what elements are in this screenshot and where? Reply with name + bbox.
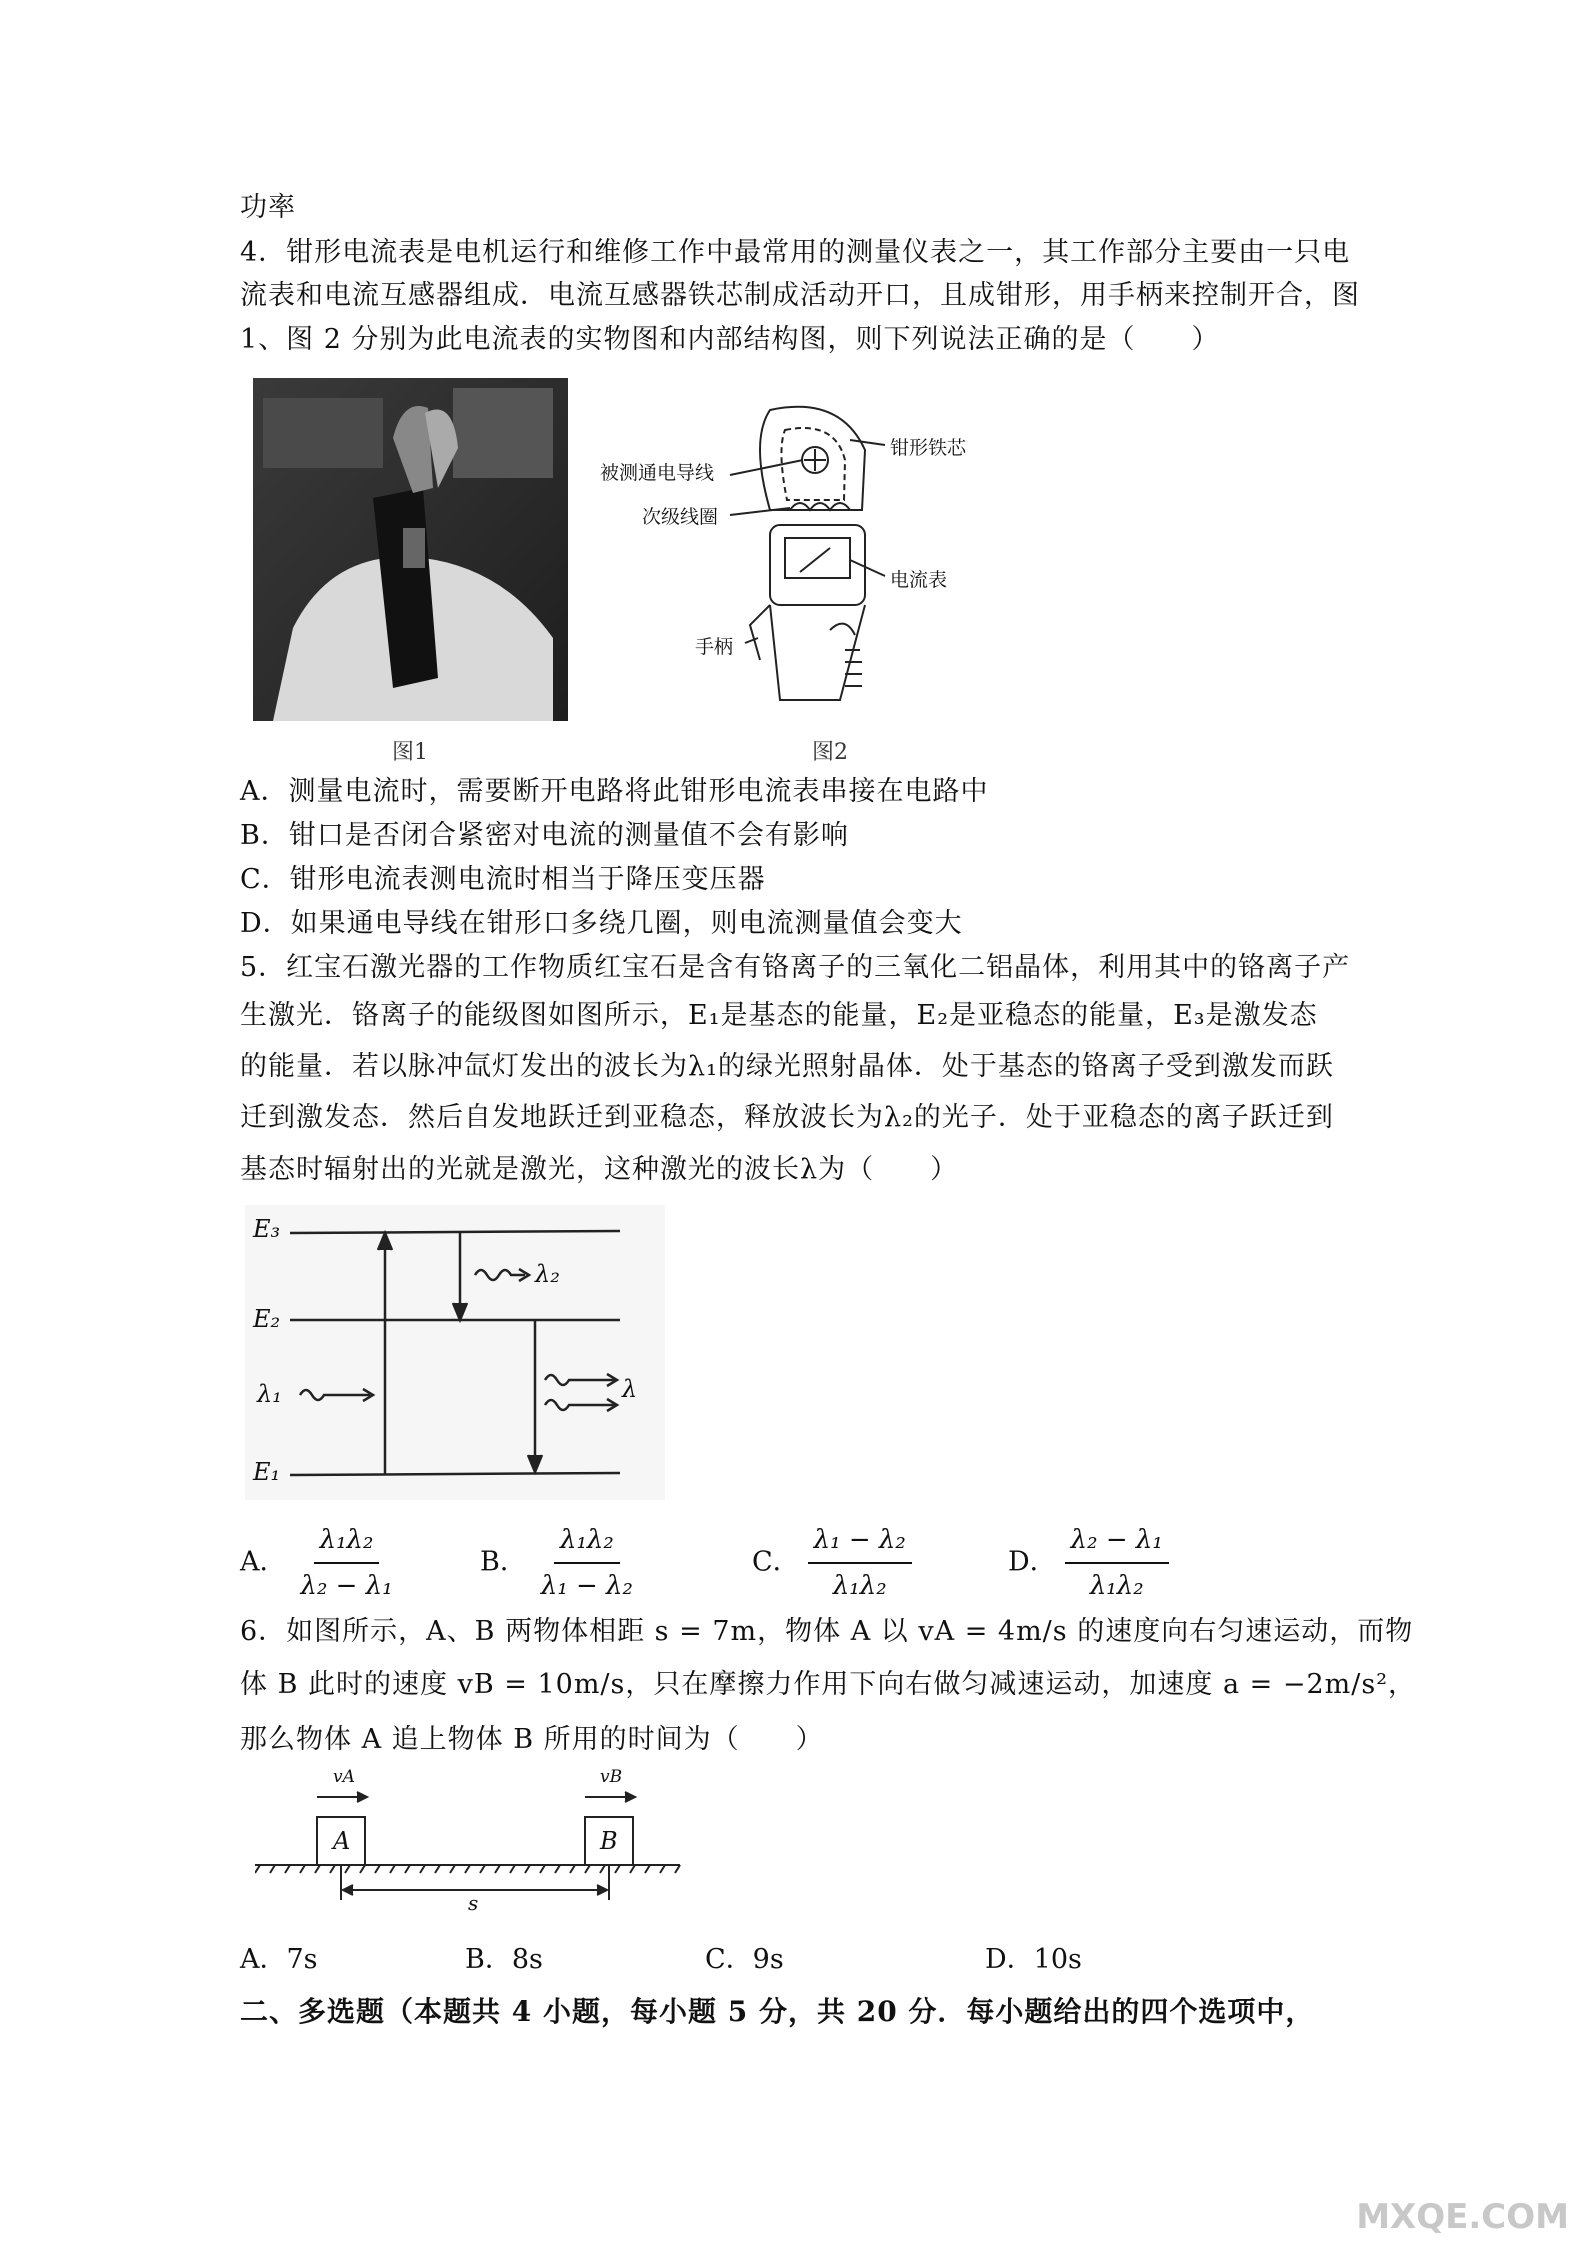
label-core: 钳形铁芯: [890, 437, 967, 459]
clamp-meter-structure-diagram: [600, 400, 1040, 710]
prev-question-fragment: 功率: [240, 192, 296, 223]
distance-s-label: s: [468, 1891, 479, 1915]
q4-option-a: A．测量电流时，需要断开电路将此钳形电流表串接在电路中: [240, 776, 989, 807]
q5-line-1: 5．红宝石激光器的工作物质红宝石是含有铬离子的三氧化二铝晶体，利用其中的铬离子产: [240, 952, 1351, 983]
q4-option-d: D．如果通电导线在钳形口多绕几圈，则电流测量值会变大: [240, 908, 963, 939]
q5-line-4: 迁到激发态．然后自发地跃迁到亚稳态，释放波长为λ₂的光子．处于亚稳态的离子跃迁到: [240, 1102, 1334, 1133]
q5-option-a: A． $\frac{\text{λ₁λ₂}}{\text{λ₂ − λ₁}}$: [240, 1520, 399, 1606]
label-lambda1: λ₁: [257, 1380, 282, 1408]
q4-option-b: B．钳口是否闭合紧密对电流的测量值不会有影响: [240, 820, 849, 851]
fig2-caption: 图2: [812, 740, 848, 765]
label-lambda2: λ₂: [535, 1260, 560, 1288]
label-e2: E₂: [253, 1305, 281, 1333]
q6-option-c: C．9s: [705, 1944, 784, 1975]
clamp-meter-photo: [253, 378, 568, 721]
q6-line-1: 6．如图所示，A、B 两物体相距 s = 7m，物体 A 以 vA = 4m/s 的速度向右匀速运动，而物: [240, 1616, 1414, 1647]
fig1-caption: 图1: [392, 740, 428, 765]
q5-line-3: 的能量．若以脉冲氙灯发出的波长为λ₁的绿光照射晶体．处于基态的铬离子受到激发而跃: [240, 1051, 1334, 1082]
velocity-b-label: vB: [600, 1767, 623, 1787]
label-coil: 次级线圈: [642, 506, 719, 528]
block-b-label: B: [600, 1827, 618, 1855]
energy-level-diagram: [245, 1205, 665, 1500]
q6-option-d: D．10s: [985, 1944, 1082, 1975]
q6-line-2: 体 B 此时的速度 vB = 10m/s，只在摩擦力作用下向右做匀减速运动，加速度 a = −2m/s²，: [240, 1669, 1417, 1700]
site-watermark: MXQE.COM: [1356, 2197, 1569, 2237]
velocity-a-label: vA: [333, 1767, 355, 1787]
label-e1: E₁: [253, 1458, 281, 1486]
label-lambda: λ: [622, 1375, 638, 1403]
label-handle: 手柄: [695, 636, 734, 658]
q5-option-c: C． $\frac{\text{λ₁ − λ₂}}{\text{λ₁λ₂}}$: [752, 1520, 912, 1606]
q6-line-3: 那么物体 A 追上物体 B 所用的时间为（ ）: [240, 1724, 824, 1755]
q4-option-c: C．钳形电流表测电流时相当于降压变压器: [240, 864, 766, 895]
q4-line-3: 1、图 2 分别为此电流表的实物图和内部结构图，则下列说法正确的是（ ）: [240, 324, 1220, 355]
q5-option-b: B． $\frac{\text{λ₁λ₂}}{\text{λ₁ − λ₂}}$: [480, 1520, 639, 1606]
q5-line-2: 生激光．铬离子的能级图如图所示，E₁是基态的能量，E₂是亚稳态的能量，E₃是激发态: [240, 1000, 1318, 1031]
q5-line-5: 基态时辐射出的光就是激光，这种激光的波长λ为（ ）: [240, 1154, 959, 1185]
block-a-label: A: [333, 1827, 351, 1855]
q4-line-1: 4．钳形电流表是电机运行和维修工作中最常用的测量仪表之一，其工作部分主要由一只电: [240, 237, 1351, 268]
label-wire: 被测通电导线: [600, 462, 715, 484]
two-blocks-motion-diagram: [255, 1765, 685, 1925]
section-2-heading: 二、多选题（本题共 4 小题，每小题 5 分，共 20 分．每小题给出的四个选项中，: [240, 1995, 1315, 2028]
label-e3: E₃: [253, 1215, 281, 1243]
q5-option-d: D． $\frac{\text{λ₂ − λ₁}}{\text{λ₁λ₂}}$: [1008, 1520, 1169, 1606]
q6-option-b: B．8s: [465, 1944, 543, 1975]
label-meter: 电流表: [890, 569, 948, 591]
q6-option-a: A．7s: [240, 1944, 318, 1975]
q4-line-2: 流表和电流互感器组成．电流互感器铁芯制成活动开口，且成钳形，用手柄来控制开合，图: [240, 280, 1360, 311]
